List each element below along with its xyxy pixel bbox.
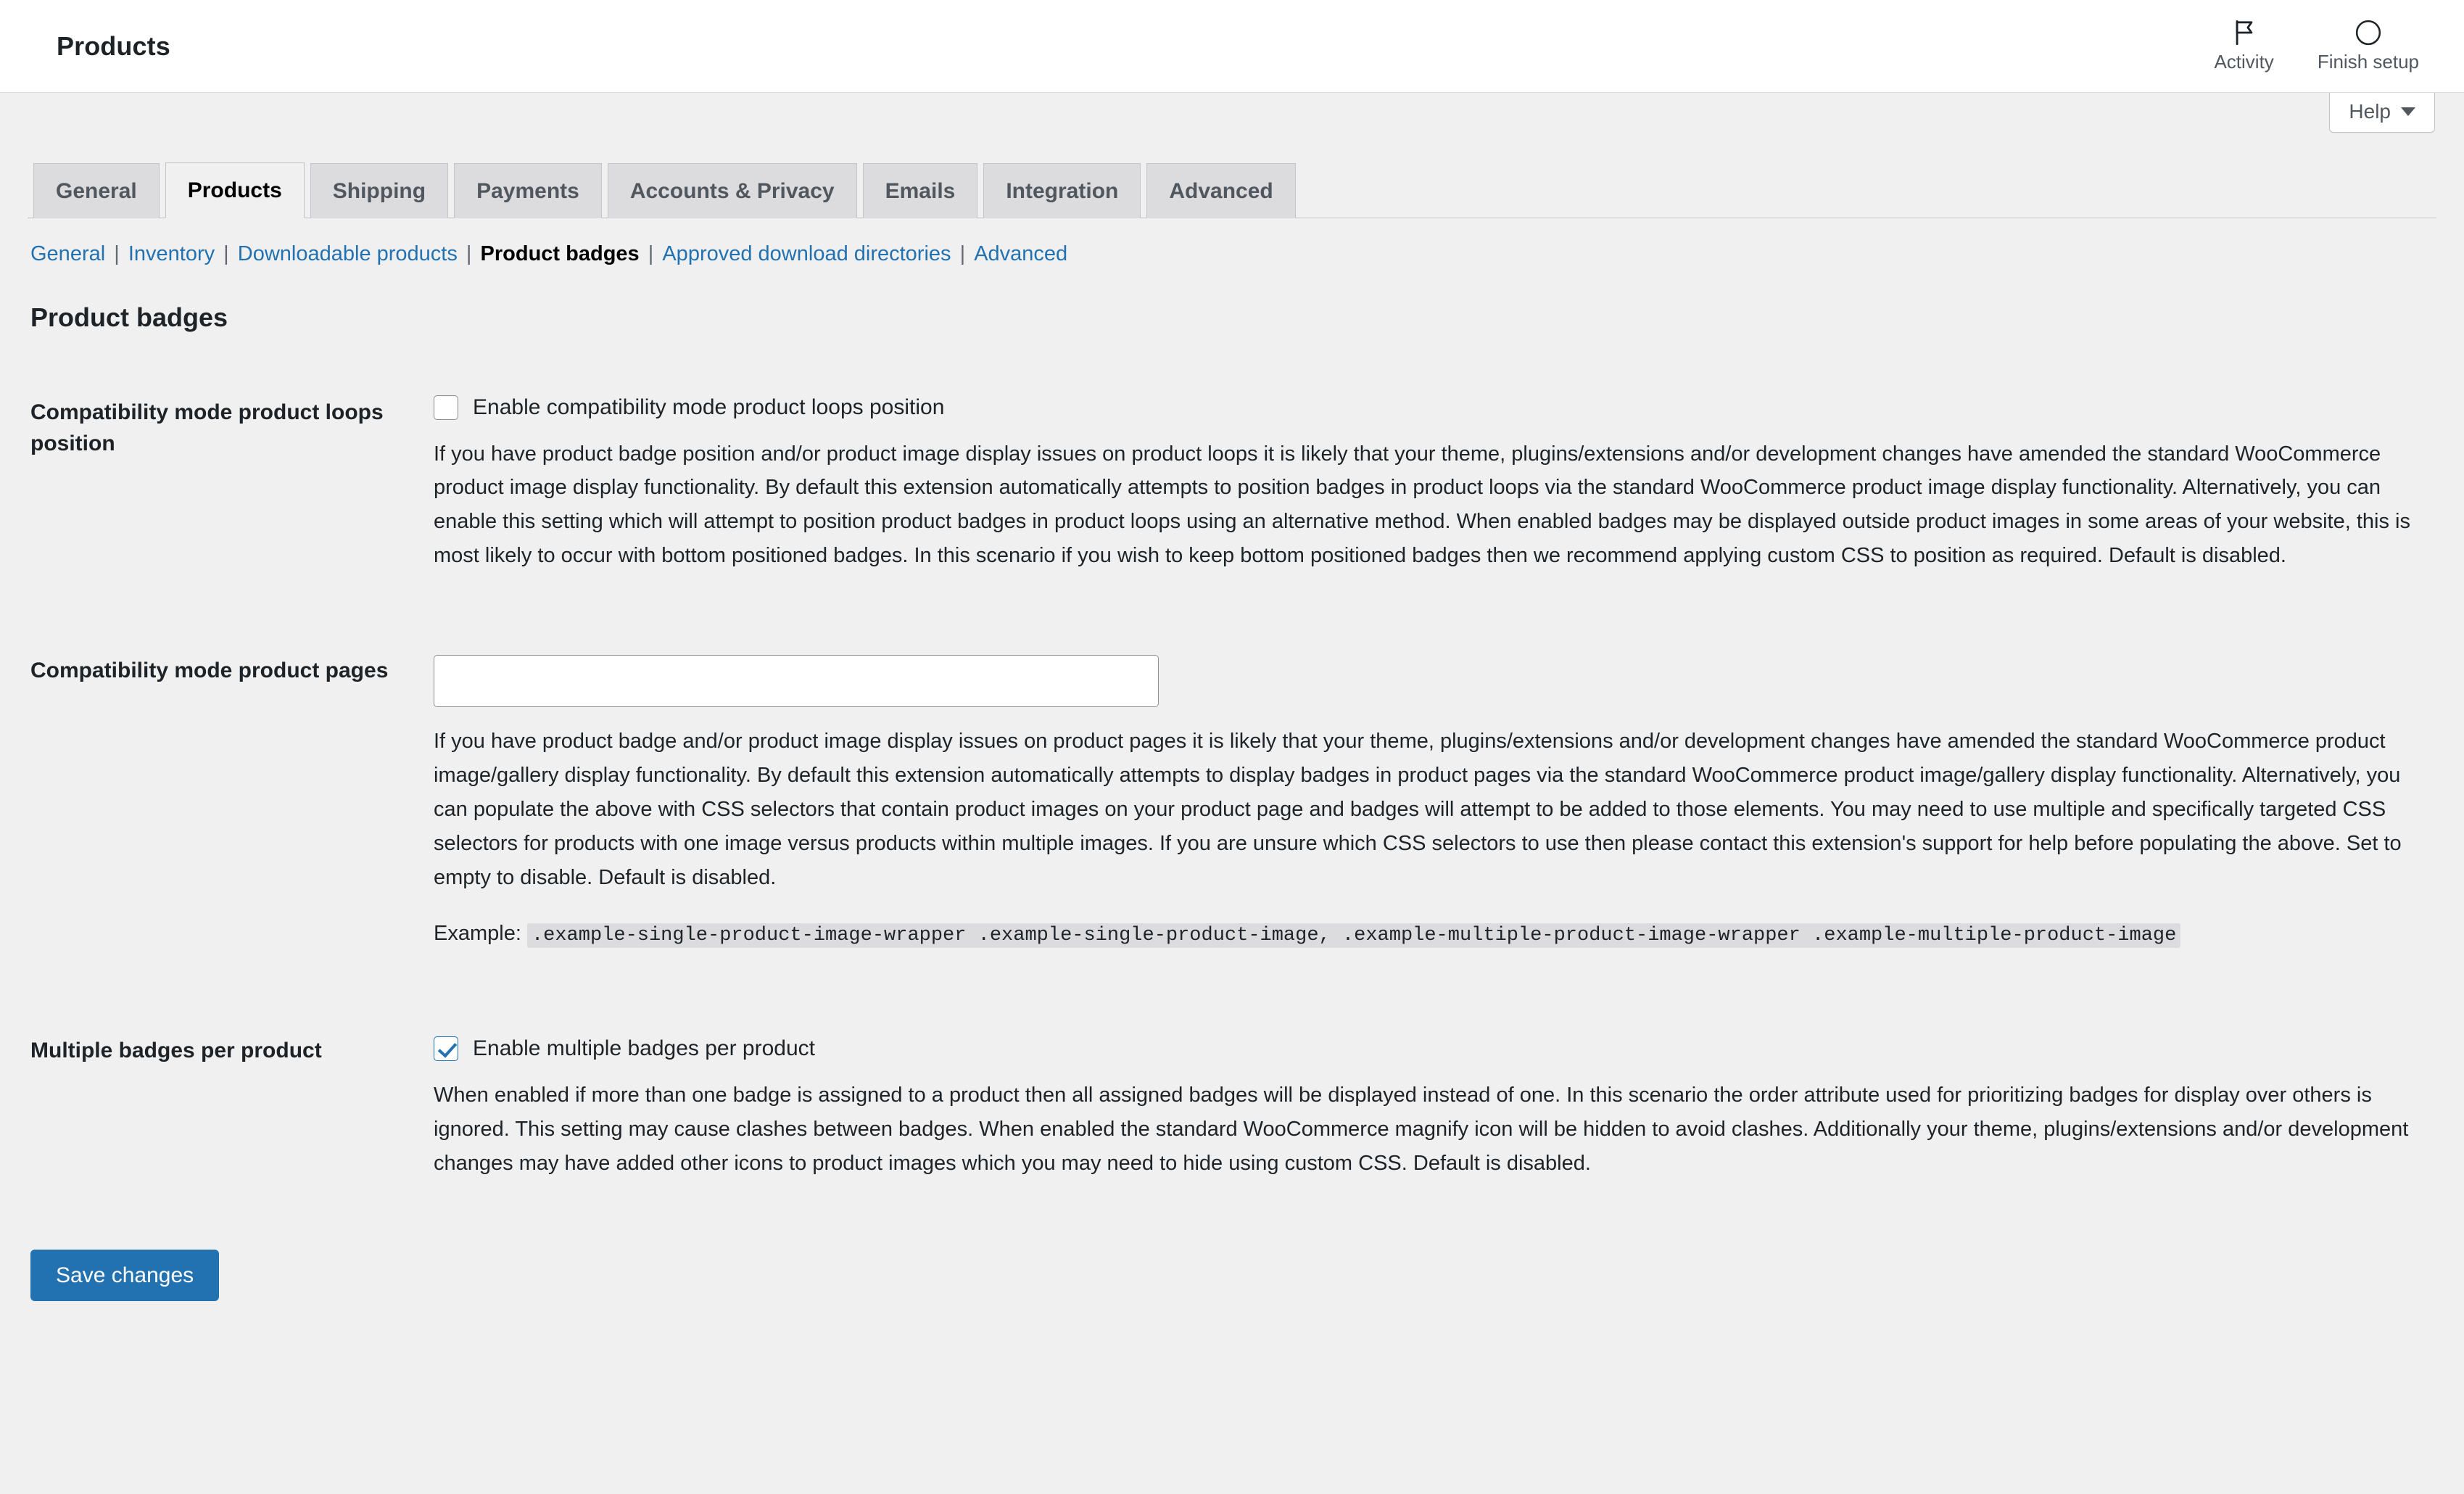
subnav bbox=[28, 218, 2436, 271]
multiple-badges-description: When enabled if more than one badge is assigned to a product then all assigned badges will be displayed instead of one. In this scenario the order attribute used for prioritizing badges for display over others is ignored. This setting may cause clashes between badges. When enabled the standard WooCommerce magnify icon will be hidden to avoid clashes. Additionally your theme, plugins/extensions and/or development changes may have added other icons to product images which you may need to hide using custom CSS. Default is disabled. bbox=[434, 1084, 2409, 1176]
admin-topbar bbox=[0, 0, 2464, 93]
subnav-separator: | bbox=[460, 242, 478, 265]
tab-integration[interactable]: Integration bbox=[983, 163, 1141, 218]
tab-accounts-privacy[interactable]: Accounts & Privacy bbox=[608, 163, 857, 218]
compat-loops-checkbox-label[interactable]: Enable compatibility mode product loops position bbox=[473, 395, 945, 419]
tab-general[interactable]: General bbox=[33, 163, 160, 218]
setting-row-multiple-badges bbox=[28, 1000, 2436, 1228]
multiple-badges-field bbox=[434, 1000, 2436, 1228]
subnav-item-approved-download-directories[interactable]: Approved download directories bbox=[662, 242, 951, 265]
compat-pages-example bbox=[434, 916, 2436, 953]
compat-loops-field bbox=[434, 368, 2436, 621]
compat-pages-label: Compatibility mode product pages bbox=[30, 659, 389, 683]
subnav-item-product-badges[interactable]: Product badges bbox=[480, 242, 640, 265]
finish-setup-label: Finish setup bbox=[2317, 51, 2419, 73]
compat-pages-description: If you have product badge and/or product image display issues on product pages it is likely that your theme, plugins/extensions and/or development changes have amended the standard WooCommerce product image/gallery display functionality. By default this extension automatically attempts to display badges in product pages via the standard WooCommerce product image/gallery display functionality. Alternatively, you can populate the above with CSS selectors that contain product images on your product page and badges will attempt to be added to those elements. You may need to use multiple and specifically targeted CSS selectors for products with one image versus products within multiple images. If you are unsure which CSS selectors to use then please contact this extension's support for help before populating the above. Set to empty to disable. Default is disabled. bbox=[434, 730, 2402, 890]
subnav-separator: | bbox=[954, 242, 972, 265]
multiple-badges-checkbox-label[interactable]: Enable multiple badges per product bbox=[473, 1036, 815, 1061]
finish-setup-button[interactable] bbox=[2318, 19, 2419, 73]
subnav-item-downloadable-products[interactable]: Downloadable products bbox=[237, 242, 458, 265]
setting-row-compat-pages bbox=[28, 620, 2436, 1000]
settings-form-table bbox=[28, 368, 2436, 1229]
subnav-item-inventory[interactable]: Inventory bbox=[128, 242, 215, 265]
multiple-badges-checkbox[interactable] bbox=[434, 1036, 458, 1061]
help-button[interactable] bbox=[2329, 93, 2435, 133]
activity-label: Activity bbox=[2214, 51, 2274, 73]
tab-advanced[interactable]: Advanced bbox=[1146, 163, 1295, 218]
progress-circle-icon bbox=[2355, 19, 2382, 46]
topbar-actions bbox=[2214, 19, 2435, 73]
tab-payments[interactable]: Payments bbox=[454, 163, 602, 218]
subnav-separator: | bbox=[642, 242, 660, 265]
subnav-item-advanced[interactable]: Advanced bbox=[974, 242, 1068, 265]
section-title: Product badges bbox=[30, 302, 228, 332]
subnav-item-general[interactable]: General bbox=[30, 242, 106, 265]
tab-emails[interactable]: Emails bbox=[863, 163, 978, 218]
help-row bbox=[0, 93, 2464, 152]
flag-icon bbox=[2232, 19, 2257, 46]
compat-pages-field bbox=[434, 620, 2436, 1000]
save-row bbox=[28, 1228, 2436, 1345]
help-label: Help bbox=[2349, 100, 2391, 123]
tab-products[interactable]: Products bbox=[165, 162, 305, 218]
compat-loops-description: If you have product badge position and/or product image display issues on product loops it is likely that your theme, plugins/extensions and/or development changes have amended the standard WooCommerce product image display functionality. By default this extension automatically attempts to position badges in product loops via the standard WooCommerce product image display functionality. Alternatively, you can enable this setting which will attempt to position product badges in product loops using an alternative method. When enabled badges may be displayed outside product images in some areas of your website, this is most likely to occur with bottom positioned badges. In this scenario if you wish to keep bottom positioned badges then we recommend applying custom CSS to position as required. Default is disabled. bbox=[434, 442, 2410, 568]
compat-loops-label: Compatibility mode product loops position bbox=[30, 400, 384, 455]
compat-loops-checkbox-line bbox=[434, 395, 2436, 420]
multiple-badges-checkbox-line bbox=[434, 1036, 2436, 1061]
settings-tabs bbox=[28, 162, 2436, 218]
save-changes-button[interactable]: Save changes bbox=[30, 1250, 219, 1301]
activity-button[interactable] bbox=[2214, 19, 2273, 73]
settings-wrap bbox=[0, 162, 2464, 1345]
compat-loops-checkbox[interactable] bbox=[434, 395, 458, 420]
example-label: Example: bbox=[434, 922, 521, 946]
subnav-separator: | bbox=[218, 242, 235, 265]
compat-pages-input[interactable] bbox=[434, 655, 1159, 707]
page-title: Products bbox=[57, 30, 170, 61]
multiple-badges-label: Multiple badges per product bbox=[30, 1039, 322, 1063]
chevron-down-icon bbox=[2401, 107, 2415, 116]
example-code: .example-single-product-image-wrapper .example-single-product-image, .example-multiple-product-image-wrapper .example-multiple-product-image bbox=[527, 923, 2180, 948]
tab-shipping[interactable]: Shipping bbox=[310, 163, 448, 218]
subnav-separator: | bbox=[108, 242, 125, 265]
setting-row-compat-loops bbox=[28, 368, 2436, 621]
